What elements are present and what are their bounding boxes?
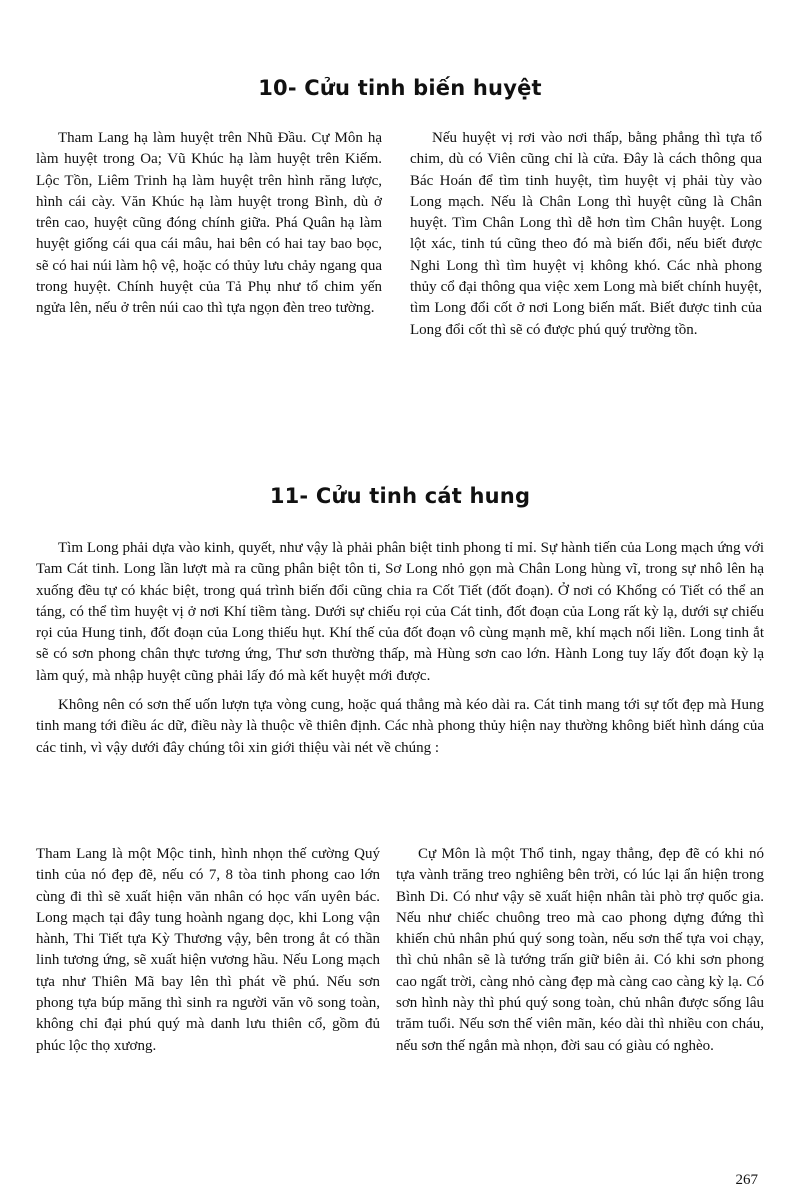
tham-lang-paragraph: Tham Lang là một Mộc tinh, hình nhọn thế cường Quý tinh của nó đẹp đẽ, nếu có 7, 8 tòa tinh phong cao lớn cùng đi thì sẽ xuất hiện văn nhân có học vấn uyên bác. Long mạch tại đây tung hoành ngang dọc, khi Long vận hành, Thi Tiết tựa Kỳ Thương vậy, bên trong ắt có thần linh tương ứng, sẽ xuất hiện vương hầu. Nếu Long mạch tựa như Thiên Mã bay lên thì phát về phú. Nếu sơn phong tựa búp măng thì sinh ra người văn võ song toàn, không chỉ đại phú quý mà danh lưu thiên cổ, gồm đủ phúc lộc thọ xương. [36,846,380,1054]
section-11-left-column [36,844,380,1057]
section-11-title: 11- Cửu tinh cát hung [269,484,531,508]
cu-mon-paragraph: Cự Môn là một Thổ tinh, ngay thẳng, đẹp đẽ có khi nó tựa vành trăng treo nghiêng bên trời, có lúc lại ẩn hiện trong Bình Di. Có như vậy sẽ xuất hiện nhân tài phò trợ quốc gia. Nếu như chiếc chuông treo mà cao phong dựng đứng thì khiến chủ nhân phú quý song toàn, nếu sơn thế tựa voi chạy, thì chủ nhân sẽ là tướng trấn giữ biên ải. Có khi sơn phong cao ngất trời, càng nhỏ càng đẹp mà càng cao càng kỳ lạ. Có sơn hình này thì phú quý song toàn, chủ nhân được sống lâu trăm tuổi. Nếu sơn thế viên mãn, kéo dài thì nhiều con cháu, nếu sơn thế ngắn mà nhọn, đời sau có giàu có nghèo. [396,846,764,1054]
section-10-right-column [410,128,762,341]
section-10-right-paragraph: Nếu huyệt vị rơi vào nơi thấp, bằng phẳng thì tựa tổ chim, dù có Viên cũng chỉ là cửa. Đây là cách thông qua Bác Hoán để tìm tinh huyệt, tìm huyệt vị phải tùy vào Long mạch. Nếu là Chân Long thì huyệt cũng là Chân huyệt. Tìm Chân Long thì dễ hơn tìm Chân huyệt. Long lột xác, tinh tú cũng theo đó mà biến đổi, nếu biết được Nghi Long thì tìm huyệt vị không khó. Các nhà phong thủy cổ đại thông qua việc xem Long mà biết chính huyệt, tìm Long đổi cốt ở nơi Long biến mất. Biết được tinh của Long đổi cốt thì sẽ có được phú quý trường tồn. [410,130,762,338]
section-10-title: 10- Cửu tinh biến huyệt [258,76,542,100]
section-11-right-column [396,844,764,1057]
section-11-paragraph-1: Tìm Long phải dựa vào kinh, quyết, như vậy là phải phân biệt tinh phong tỉ mỉ. Sự hành tiến của Long mạch ứng với Tam Cát tinh. Long lần lượt mà ra cũng phân biệt tôn ti, Sơ Long nhỏ gọn mà Chân Long hùng vĩ, trong sự nhô lên hạ xuống đều tự có khác biệt, trong quá trình biến đổi cũng chia ra Cốt Tiết (đốt đoạn). Ở nơi có Khổng có Tiết có thể an táng, có thể tìm huyệt vị ở nơi Khí tiềm tàng. Dưới sự chiếu rọi của Cát tinh, đốt đoạn của Long rất kỳ lạ, dưới sự chiếu rọi của Hung tinh, đốt đoạn của Long thiếu hụt. Khí thế của đốt đoạn vô cùng mạnh mẽ, khí mạch nối liền. Long tinh ắt sẽ có sơn phong chân thực tương ứng, Thư sơn thường thấp, mà Hùng sơn cao lớn. Hành Long tuy lấy đốt đoạn kỳ lạ làm quý, mà nhập huyệt cũng phải lấy đó mà kết huyệt mới được. [36,540,764,684]
section-11-paragraph-2: Không nên có sơn thế uốn lượn tựa vòng cung, hoặc quá thẳng mà kéo dài ra. Cát tinh mang tới sự tốt đẹp mà Hung tinh mang tới điều ác dữ, điều này là thuộc về thiên định. Các nhà phong thủy hiện nay thường không biết hình dáng của các tinh, vì vậy dưới đây chúng tôi xin giới thiệu vài nét về chúng : [36,697,764,756]
page-number: 267 [735,1172,758,1188]
section-10-left-column [36,128,382,320]
section-10-left-paragraph: Tham Lang hạ làm huyệt trên Nhũ Đầu. Cự Môn hạ làm huyệt trong Oa; Vũ Khúc hạ làm huyệt trên Kiếm. Lộc Tồn, Liêm Trinh hạ làm huyệt trên hình răng lược, hình cái cày. Văn Khúc hạ làm huyệt trong Bình, dù ở trên cao, huyệt cũng đóng chính giữa. Phá Quân hạ làm huyệt giống cái qua cái mâu, hai bên có hai tay bao bọc, sẽ có hai núi làm hộ vệ, hoặc có thủy lưu chảy ngang qua trong huyệt. Chính huyệt của Tả Phụ như tổ chim yến ngửa lên, nếu ở trên núi cao thì tựa ngọn đèn treo tường. [36,130,382,317]
section-11-intro [36,538,764,759]
